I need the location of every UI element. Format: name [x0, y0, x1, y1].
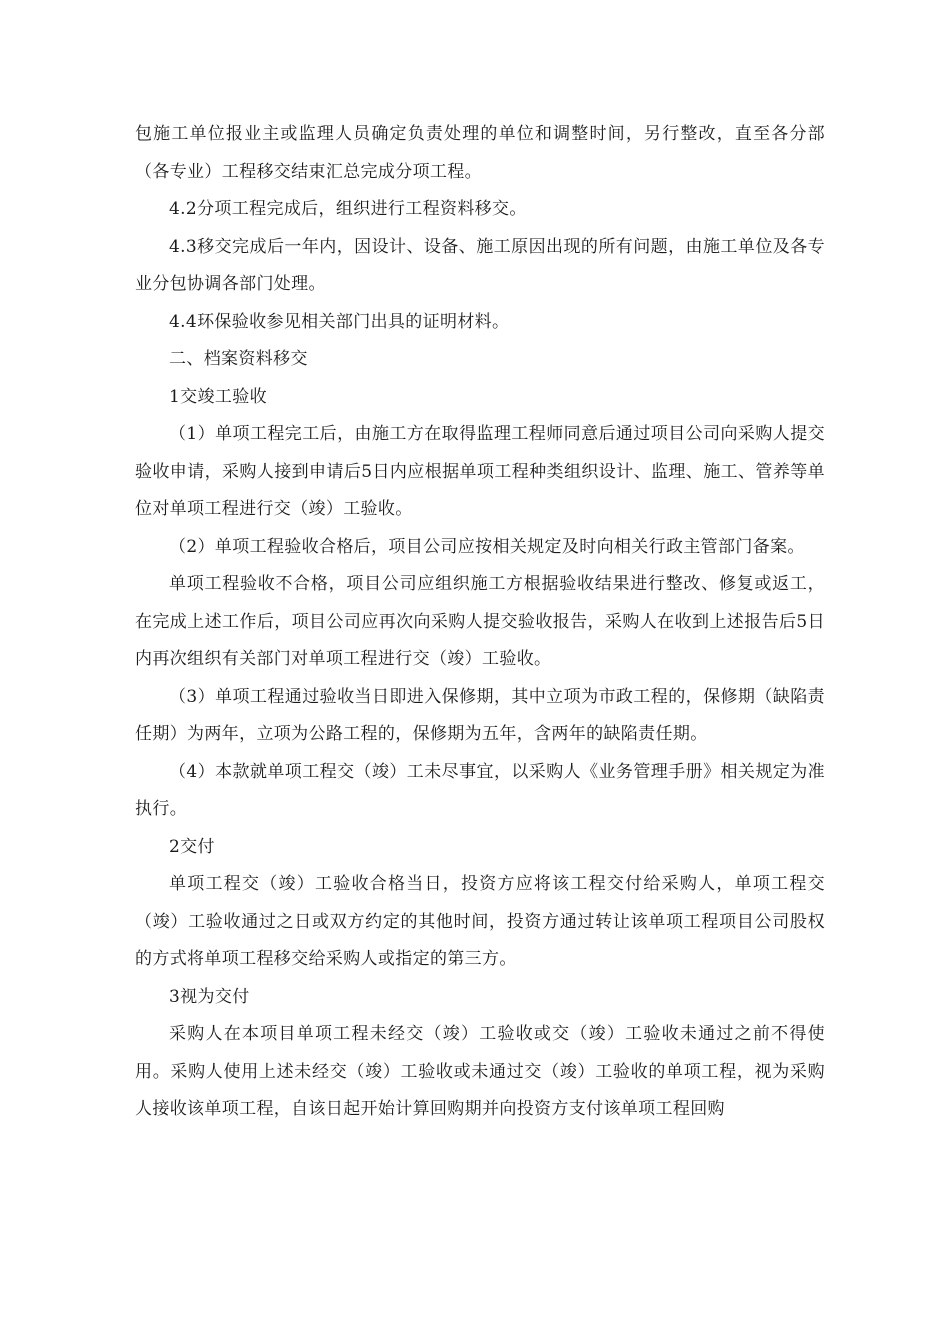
paragraph: 包施工单位报业主或监理人员确定负责处理的单位和调整时间，另行整改，直至各分部（各专业）工程移交结束汇总完成分项工程。	[135, 124, 825, 182]
paragraph: （1）单项工程完工后，由施工方在取得监理工程师同意后通过项目公司向采购人提交验收申请，采购人接到申请后5日内应根据单项工程种类组织设计、监理、施工、管养等单位对单项工程进行交（竣）工验收。	[135, 424, 825, 519]
document-body	[135, 116, 825, 1129]
paragraph: 单项工程交（竣）工验收合格当日，投资方应将该工程交付给采购人，单项工程交（竣）工验收通过之日或双方约定的其他时间，投资方通过转让该单项工程项目公司股权的方式将单项工程移交给采购人或指定的第三方。	[135, 874, 825, 969]
subsection-heading: 3视为交付	[169, 986, 250, 1007]
paragraph: 采购人在本项目单项工程未经交（竣）工验收或交（竣）工验收未通过之前不得使用。采购人使用上述未经交（竣）工验收或未通过交（竣）工验收的单项工程，视为采购人接收该单项工程，自该日起开始计算回购期并向投资方支付该单项工程回购	[135, 1024, 825, 1119]
subsection-heading: 2交付	[169, 836, 215, 857]
paragraph: 4.2分项工程完成后，组织进行工程资料移交。	[169, 199, 527, 219]
paragraph: （2）单项工程验收合格后，项目公司应按相关规定及时向相关行政主管部门备案。	[169, 536, 805, 557]
subsection-heading: 1交竣工验收	[169, 386, 267, 407]
paragraph: 4.4环保验收参见相关部门出具的证明材料。	[169, 311, 510, 332]
section-heading: 二、档案资料移交	[169, 349, 308, 369]
paragraph: （4）本款就单项工程交（竣）工未尽事宜，以采购人《业务管理手册》相关规定为准执行。	[135, 761, 825, 819]
paragraph: （3）单项工程通过验收当日即进入保修期，其中立项为市政工程的，保修期（缺陷责任期）为两年，立项为公路工程的，保修期为五年，含两年的缺陷责任期。	[135, 686, 825, 744]
paragraph: 4.3移交完成后一年内，因设计、设备、施工原因出现的所有问题，由施工单位及各专业分包协调各部门处理。	[135, 236, 825, 294]
paragraph: 单项工程验收不合格，项目公司应组织施工方根据验收结果进行整改、修复或返工，在完成上述工作后，项目公司应再次向采购人提交验收报告，采购人在收到上述报告后5日内再次组织有关部门对单项工程进行交（竣）工验收。	[135, 574, 825, 669]
